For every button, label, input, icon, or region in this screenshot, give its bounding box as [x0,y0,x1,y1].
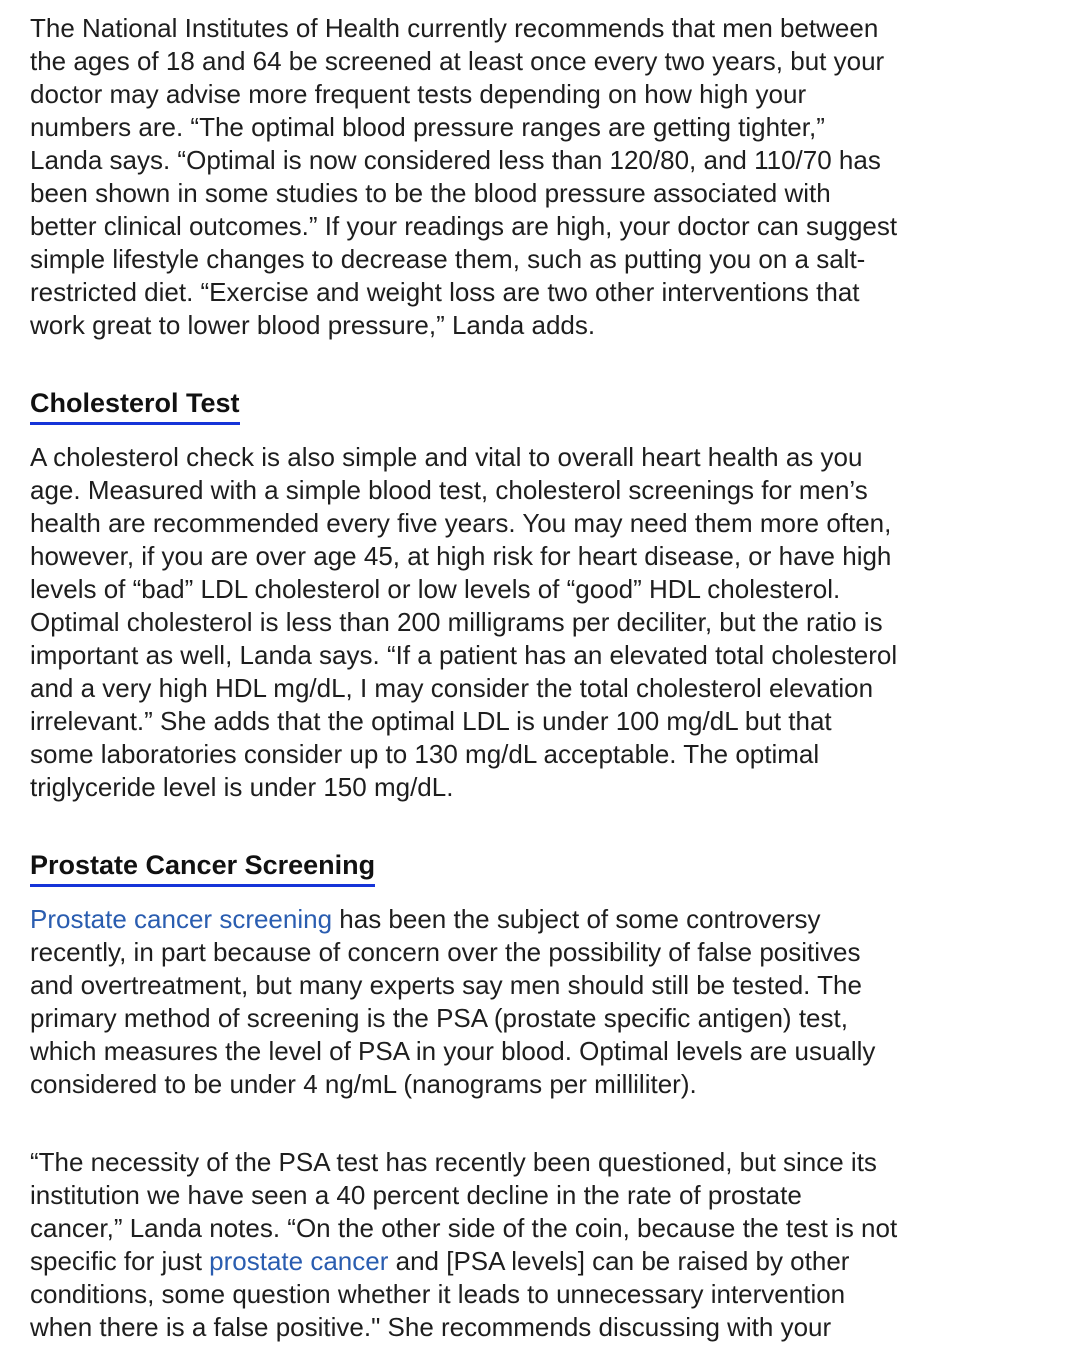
text-line [30,1068,1015,1101]
text-line [30,705,1015,738]
text-run: Optimal cholesterol is less than 200 milligrams per deciliter, but the ratio is [30,607,883,637]
text-run: and [PSA levels] can be raised by other [388,1246,850,1276]
prostate-cancer-screening-heading [30,849,1015,887]
text-run: The National Institutes of Health currently recommends that men between [30,13,879,43]
cholesterol-paragraph [30,441,1015,804]
text-line [30,144,1015,177]
blood-pressure-paragraph [30,12,1015,342]
text-run: conditions, some question whether it leads to unnecessary intervention [30,1279,846,1309]
text-line [30,771,1015,804]
text-run: simple lifestyle changes to decrease them, such as putting you on a salt- [30,244,866,274]
text-line [30,474,1015,507]
text-line [30,1179,1015,1212]
text-line [30,1278,1015,1311]
text-line [30,1035,1015,1068]
text-run: however, if you are over age 45, at high risk for heart disease, or have high [30,541,892,571]
text-line [30,243,1015,276]
text-line [30,1146,1015,1179]
text-run: age. Measured with a simple blood test, cholesterol screenings for men’s [30,475,868,505]
text-line [30,78,1015,111]
text-line [30,441,1015,474]
text-run: triglyceride level is under 150 mg/dL. [30,772,454,802]
text-run: some laboratories consider up to 130 mg/dL acceptable. The optimal [30,739,820,769]
text-run: institution we have seen a 40 percent decline in the rate of prostate [30,1180,802,1210]
text-line [30,1311,1015,1344]
text-run: work great to lower blood pressure,” Landa adds. [30,310,596,340]
text-run: and a very high HDL mg/dL, I may consider the total cholesterol elevation [30,673,874,703]
text-run: “The necessity of the PSA test has recently been questioned, but since its [30,1147,877,1177]
text-run: when there is a false positive." She recommends discussing with your [30,1312,832,1342]
text-line [30,111,1015,144]
text-line [30,210,1015,243]
text-run: the ages of 18 and 64 be screened at least once every two years, but your [30,46,885,76]
text-run: numbers are. “The optimal blood pressure ranges are getting tighter,” [30,112,825,142]
text-line [30,606,1015,639]
text-line [30,309,1015,342]
text-run: cancer,” Landa notes. “On the other side of the coin, because the test is not [30,1213,898,1243]
text-line [30,276,1015,309]
text-line [30,639,1015,672]
text-run: and overtreatment, but many experts say men should still be tested. The [30,970,862,1000]
text-run: Landa says. “Optimal is now considered less than 120/80, and 110/70 has [30,145,881,175]
text-run: primary method of screening is the PSA (prostate specific antigen) test, [30,1003,848,1033]
prostate-cancer-screening-link[interactable]: Prostate cancer screening [30,904,333,934]
text-line [30,903,1015,936]
text-line [30,540,1015,573]
cholesterol-test-heading [30,387,1015,425]
text-line [30,1002,1015,1035]
text-line [30,45,1015,78]
prostate-screening-paragraph [30,903,1015,1101]
text-run: restricted diet. “Exercise and weight loss are two other interventions that [30,277,860,307]
text-line [30,738,1015,771]
text-run: health are recommended every five years. You may need them more often, [30,508,892,538]
text-line [30,507,1015,540]
text-run: better clinical outcomes.” If your readings are high, your doctor can suggest [30,211,898,241]
text-line [30,1212,1015,1245]
text-line [30,969,1015,1002]
text-line [30,936,1015,969]
text-run: A cholesterol check is also simple and vital to overall heart health as you [30,442,863,472]
text-run: irrelevant.” She adds that the optimal LDL is under 100 mg/dL but that [30,706,832,736]
text-run: considered to be under 4 ng/mL (nanograms per milliliter). [30,1069,697,1099]
text-run: specific for just [30,1246,210,1276]
text-run: which measures the level of PSA in your blood. Optimal levels are usually [30,1036,876,1066]
text-line [30,573,1015,606]
psa-test-paragraph [30,1146,1015,1344]
cholesterol-test-heading-text: Cholesterol Test [30,387,240,425]
text-line [30,1245,1015,1278]
text-run: recently, in part because of concern over the possibility of false positives [30,937,861,967]
text-run: levels of “bad” LDL cholesterol or low levels of “good” HDL cholesterol. [30,574,841,604]
text-run: has been the subject of some controversy [332,904,821,934]
article [30,12,1015,1344]
prostate-cancer-link[interactable]: prostate cancer [209,1246,389,1276]
text-run: been shown in some studies to be the blood pressure associated with [30,178,831,208]
text-line [30,672,1015,705]
text-run: doctor may advise more frequent tests depending on how high your [30,79,807,109]
text-run: important as well, Landa says. “If a patient has an elevated total cholesterol [30,640,898,670]
prostate-cancer-screening-heading-text: Prostate Cancer Screening [30,849,375,887]
text-line [30,12,1015,45]
text-line [30,177,1015,210]
